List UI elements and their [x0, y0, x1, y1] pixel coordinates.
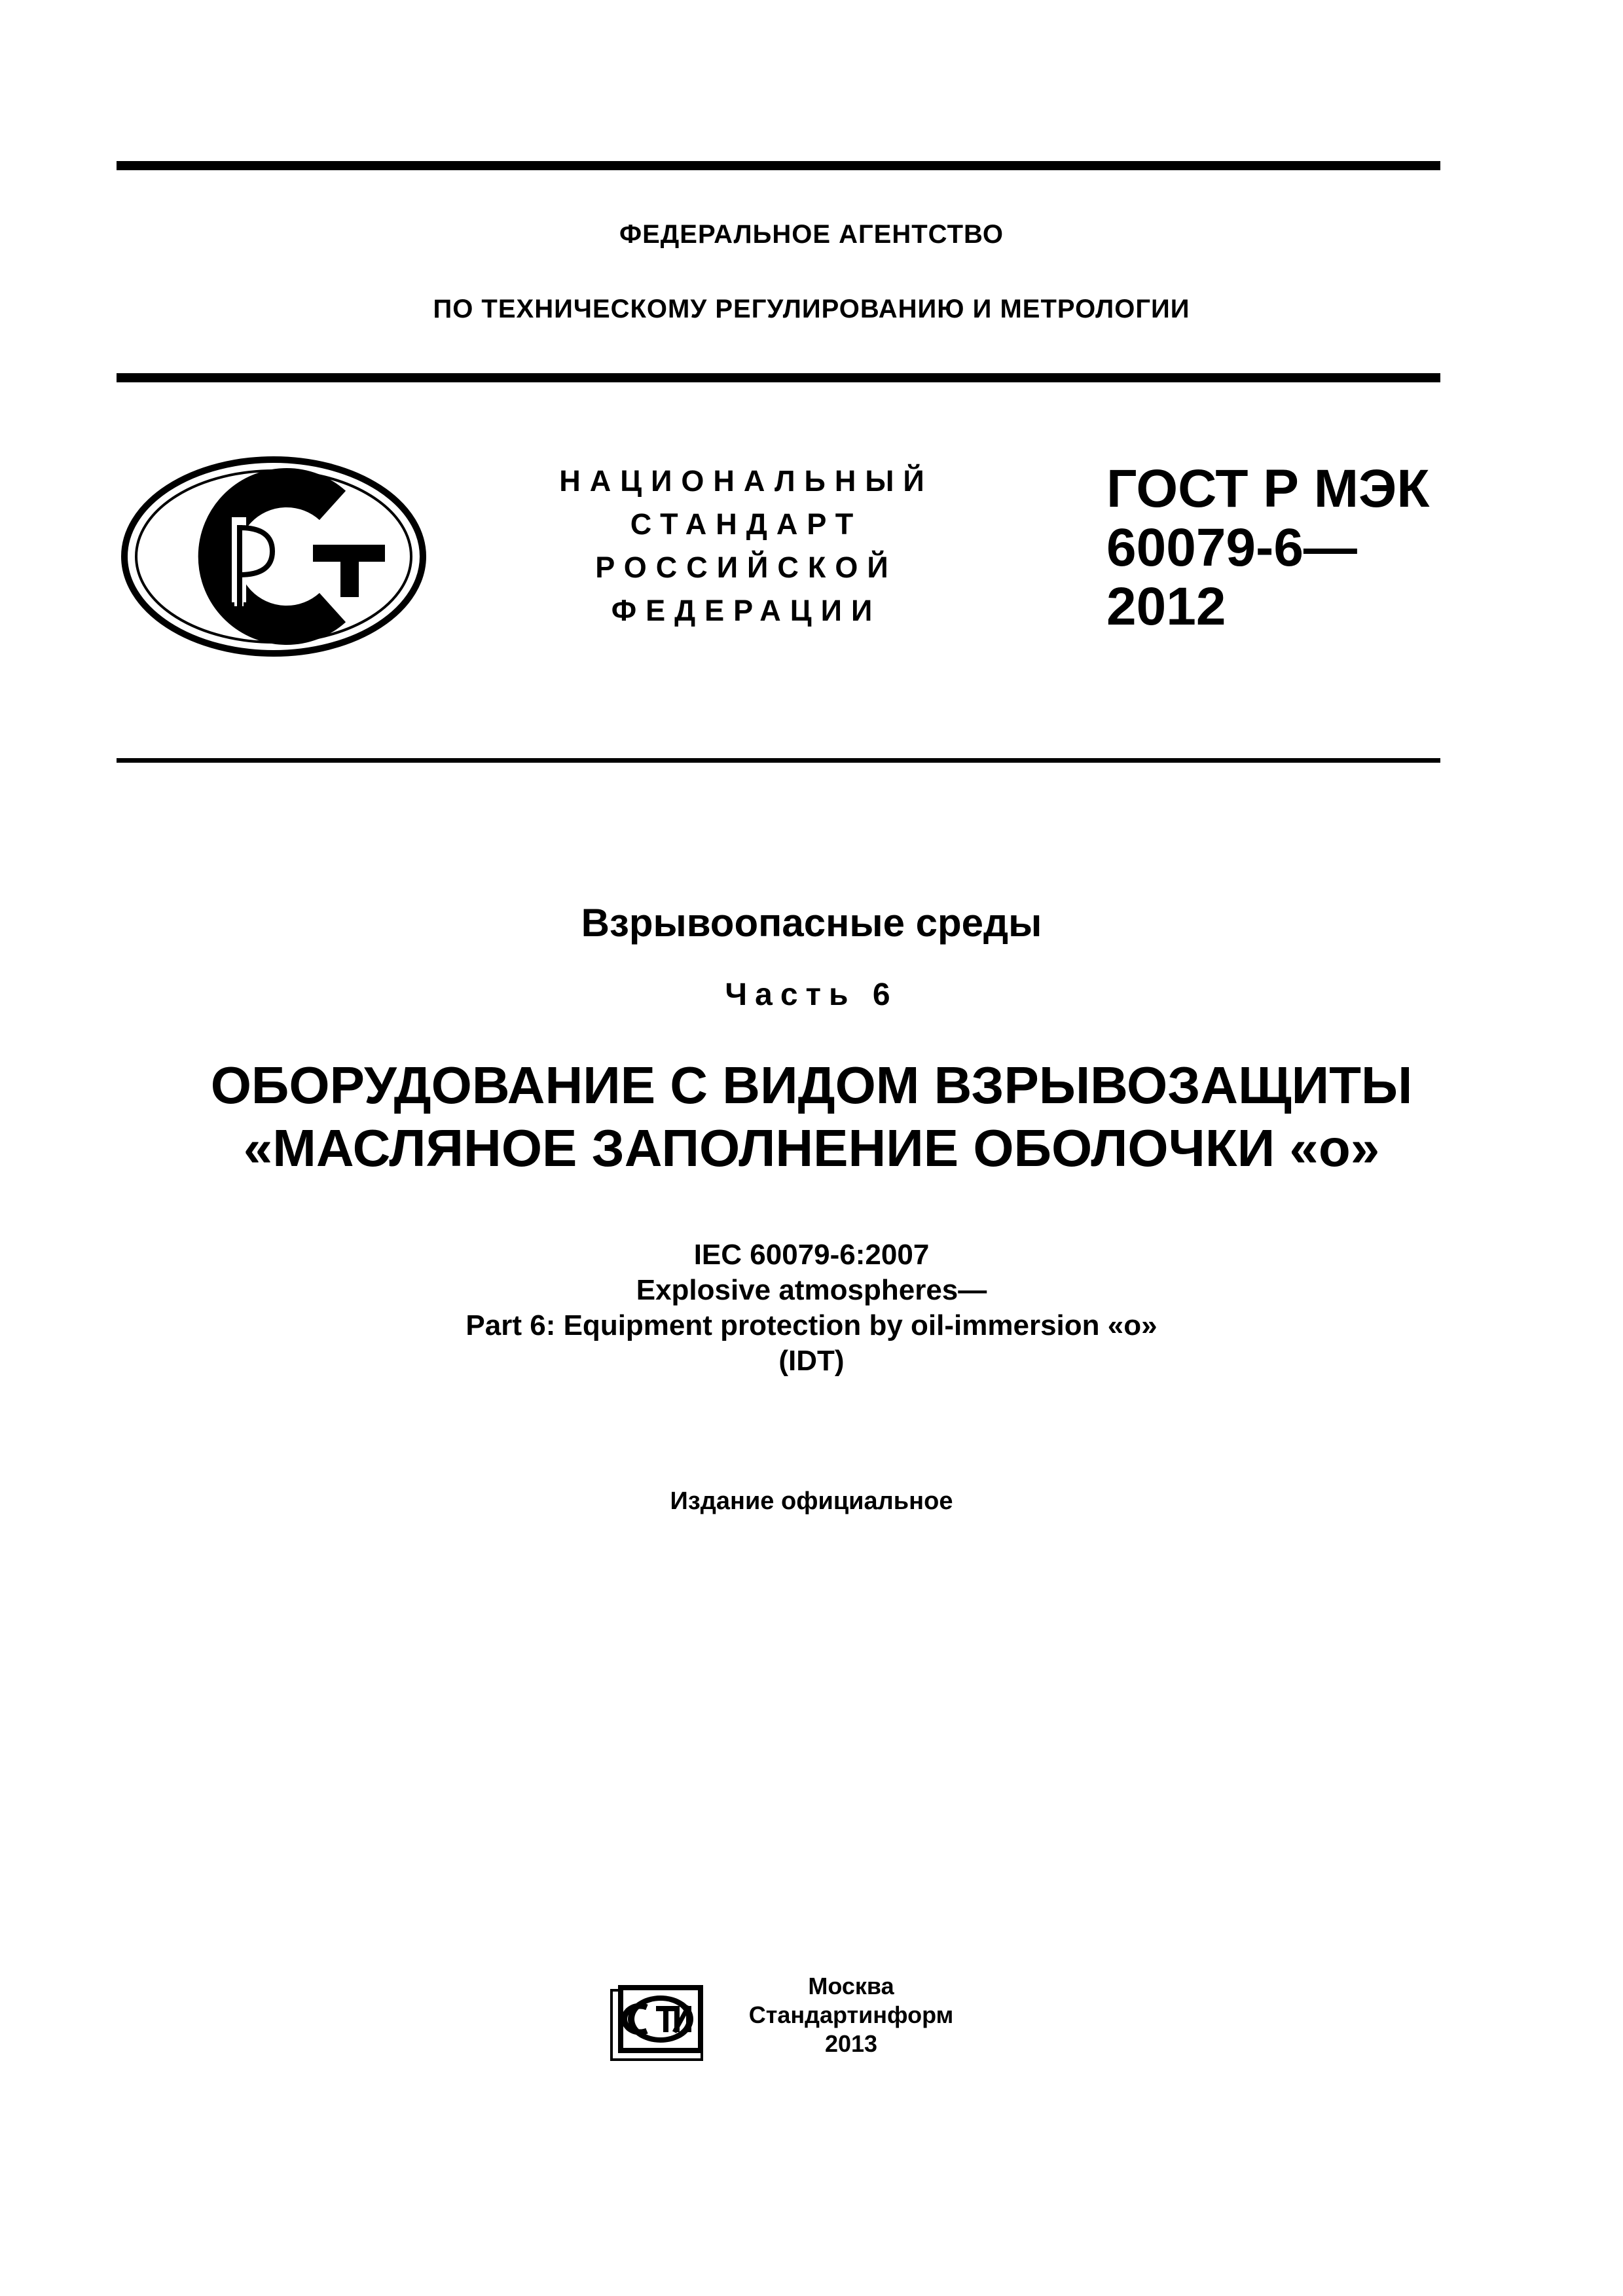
iec-line: IEC 60079-6:2007 [693, 1239, 930, 1271]
edition-label: Издание официальное [670, 1487, 953, 1515]
agency-divider [117, 373, 1440, 382]
publisher-year: 2013 [824, 2030, 878, 2057]
publisher-city: Москва [808, 1973, 894, 1999]
publisher-name: Стандартинформ [748, 2001, 954, 2028]
rst-mark-logo [117, 452, 431, 665]
document-subtitle [0, 1054, 1623, 1180]
national-standard-line: НАЦИОНАЛЬНЫЙ [559, 464, 934, 498]
standartinform-logo [609, 1984, 707, 2066]
iec-reference [0, 1237, 1623, 1379]
publisher-info [727, 1972, 976, 2058]
agency-line-1: ФЕДЕРАЛЬНОЕ АГЕНТСТВО [619, 220, 1004, 249]
designation-line: 2012 [1106, 577, 1226, 636]
iec-line: Part 6: Equipment protection by oil-immersion «o» [465, 1309, 1158, 1341]
iec-line: Explosive atmospheres— [636, 1274, 987, 1306]
top-rule [117, 161, 1440, 170]
national-standard-line: РОССИЙСКОЙ [595, 551, 898, 584]
designation-line: 60079-6— [1106, 518, 1357, 577]
designation-line: ГОСТ Р МЭК [1106, 459, 1430, 519]
document-title: Взрывоопасные среды [581, 901, 1042, 945]
document-part: Часть 6 [725, 977, 898, 1012]
subtitle-line: ОБОРУДОВАНИЕ С ВИДОМ ВЗРЫВОЗАЩИТЫ [210, 1056, 1413, 1114]
subtitle-line: «МАСЛЯНОЕ ЗАПОЛНЕНИЕ ОБОЛОЧКИ «о» [243, 1119, 1380, 1177]
national-standard-label [511, 460, 982, 632]
header-divider [117, 758, 1440, 763]
agency-line-2: ПО ТЕХНИЧЕСКОМУ РЕГУЛИРОВАНИЮ И МЕТРОЛОГИИ [433, 295, 1190, 323]
national-standard-line: ФЕДЕРАЦИИ [611, 594, 882, 627]
iec-line: (IDT) [778, 1345, 845, 1377]
national-standard-line: СТАНДАРТ [630, 507, 863, 541]
standard-designation [1106, 460, 1429, 636]
